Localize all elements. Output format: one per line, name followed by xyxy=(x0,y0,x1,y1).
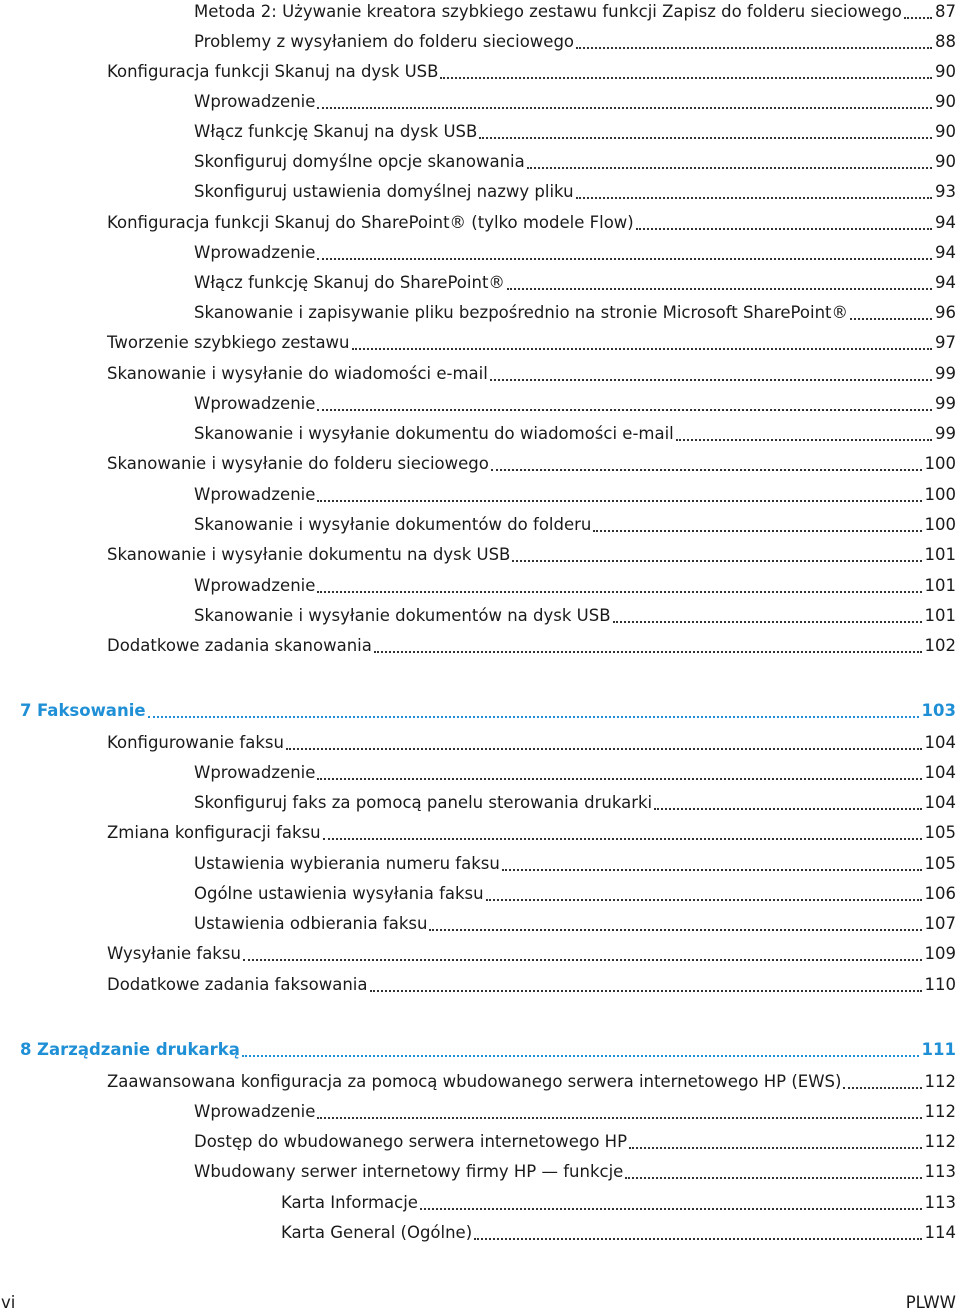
toc-entry-title: Wprowadzenie xyxy=(194,763,316,782)
toc-entry-title: Karta Informacje xyxy=(281,1193,418,1212)
toc-page-number: 107 xyxy=(924,914,956,933)
toc-chapter[interactable] xyxy=(20,699,956,723)
toc-page-number: 104 xyxy=(924,733,956,752)
toc-entry[interactable] xyxy=(281,1191,956,1215)
toc-entry-title: Dostęp do wbudowanego serwera internetowego HP xyxy=(194,1132,628,1151)
toc-entry[interactable] xyxy=(107,331,956,355)
toc-entry-title: Konfiguracja funkcji Skanuj na dysk USB xyxy=(107,62,439,81)
toc-dot-leader xyxy=(576,197,932,199)
toc-entry[interactable] xyxy=(194,574,956,598)
toc-page-number: 111 xyxy=(921,1040,956,1059)
toc-entry[interactable] xyxy=(194,120,956,144)
toc-page-number: 104 xyxy=(924,793,956,812)
toc-page-number: 90 xyxy=(935,122,956,141)
toc-page-number: 112 xyxy=(924,1102,956,1121)
toc-entry[interactable] xyxy=(194,271,956,295)
toc-entry[interactable] xyxy=(194,483,956,507)
toc-entry[interactable] xyxy=(194,791,956,815)
toc-dot-leader xyxy=(474,1238,921,1240)
toc-page-number: 113 xyxy=(924,1193,956,1212)
toc-chapter-title: Zarządzanie drukarką xyxy=(37,1040,240,1059)
toc-dot-leader xyxy=(440,77,932,79)
toc-dot-leader xyxy=(370,990,922,992)
toc-dot-leader xyxy=(243,959,922,961)
toc-page-number: 90 xyxy=(935,92,956,111)
footer-locale: PLWW xyxy=(905,1293,956,1312)
toc-entry[interactable] xyxy=(194,1100,956,1124)
toc-dot-leader xyxy=(629,1147,921,1149)
toc-entry-title: Skanowanie i wysyłanie dokumentów na dysk USB xyxy=(194,606,611,625)
toc-dot-leader xyxy=(507,288,932,290)
toc-page-number: 109 xyxy=(924,944,956,963)
toc-entry-title: Problemy z wysyłaniem do folderu sieciowego xyxy=(194,32,575,51)
toc-entry[interactable] xyxy=(107,362,956,386)
toc-entry-title: Wprowadzenie xyxy=(194,576,316,595)
toc-entry-title: Wprowadzenie xyxy=(194,394,316,413)
toc-page-number: 112 xyxy=(924,1072,956,1091)
toc-entry-title: Ustawienia odbierania faksu xyxy=(194,914,428,933)
toc-entry-title: Wprowadzenie xyxy=(194,1102,316,1121)
toc-page-number: 103 xyxy=(921,701,956,720)
toc-page-number: 101 xyxy=(924,576,956,595)
toc-entry-title: Skonfiguruj domyślne opcje skanowania xyxy=(194,152,525,171)
toc-entry[interactable] xyxy=(107,1070,956,1094)
toc-entry[interactable] xyxy=(194,301,956,325)
toc-dot-leader xyxy=(479,137,932,139)
toc-entry[interactable] xyxy=(107,543,956,567)
toc-entry[interactable] xyxy=(194,912,956,936)
toc-dot-leader xyxy=(323,838,922,840)
toc-dot-leader xyxy=(850,318,932,320)
toc-dot-leader xyxy=(242,1055,919,1057)
toc-chapter-title: Faksowanie xyxy=(37,701,146,720)
toc-page-number: 105 xyxy=(924,823,956,842)
toc-dot-leader xyxy=(490,379,932,381)
toc-dot-leader xyxy=(491,469,922,471)
toc-page-number: 90 xyxy=(935,152,956,171)
toc-entry-title: Dodatkowe zadania skanowania xyxy=(107,636,372,655)
toc-page-number: 94 xyxy=(935,243,956,262)
toc-entry-title: Skanowanie i zapisywanie pliku bezpośrednio na stronie Microsoft SharePoint® xyxy=(194,303,849,322)
toc-entry[interactable] xyxy=(194,1130,956,1154)
toc-entry-title: Skanowanie i wysyłanie dokumentu na dysk USB xyxy=(107,545,511,564)
toc-entry[interactable] xyxy=(107,211,956,235)
toc-entry[interactable] xyxy=(194,513,956,537)
toc-page-number: 112 xyxy=(924,1132,956,1151)
toc-dot-leader xyxy=(593,530,921,532)
toc-dot-leader xyxy=(317,107,932,109)
toc-entry-title: Konfigurowanie faksu xyxy=(107,733,284,752)
toc-entry[interactable] xyxy=(194,241,956,265)
toc-entry[interactable] xyxy=(194,1160,956,1184)
toc-dot-leader xyxy=(512,560,921,562)
toc-entry-title: Tworzenie szybkiego zestawu xyxy=(107,333,350,352)
toc-entry[interactable] xyxy=(281,1221,956,1245)
toc-dot-leader xyxy=(286,748,922,750)
toc-page-number: 87 xyxy=(935,2,956,21)
toc-page-number: 88 xyxy=(935,32,956,51)
toc-page-number: 113 xyxy=(924,1162,956,1181)
toc-page-number: 90 xyxy=(935,62,956,81)
footer-page-number: vi xyxy=(1,1293,16,1312)
toc-dot-leader xyxy=(576,47,932,49)
toc-entry-title: Skanowanie i wysyłanie do folderu sieciowego xyxy=(107,454,489,473)
toc-entry-title: Wbudowany serwer internetowy firmy HP — funkcje xyxy=(194,1162,624,1181)
toc-entry-title: Karta General (Ogólne) xyxy=(281,1223,473,1242)
toc-page-number: 100 xyxy=(924,454,956,473)
toc-entry[interactable] xyxy=(107,634,956,658)
toc-page-number: 94 xyxy=(935,213,956,232)
toc-entry-title: Metoda 2: Używanie kreatora szybkiego zestawu funkcji Zapisz do folderu sieciowego xyxy=(194,2,902,21)
toc-entry-title: Zaawansowana konfiguracja za pomocą wbudowanego serwera internetowego HP (EWS) xyxy=(107,1072,842,1091)
toc-entry-title: Włącz funkcję Skanuj na dysk USB xyxy=(194,122,478,141)
toc-dot-leader xyxy=(904,17,932,19)
toc-page-number: 104 xyxy=(924,763,956,782)
toc-dot-leader xyxy=(429,929,921,931)
toc-chapter-label xyxy=(20,699,146,723)
toc-entry-title: Ustawienia wybierania numeru faksu xyxy=(194,854,500,873)
toc-entry-title: Wprowadzenie xyxy=(194,243,316,262)
toc-entry-title: Konfiguracja funkcji Skanuj do SharePoint® (tylko modele Flow) xyxy=(107,213,634,232)
toc-entry[interactable] xyxy=(107,821,956,845)
toc-dot-leader xyxy=(636,228,932,230)
toc-dot-leader xyxy=(420,1208,922,1210)
toc-entry-title: Skanowanie i wysyłanie dokumentów do folderu xyxy=(194,515,592,534)
toc-page-number: 99 xyxy=(935,394,956,413)
toc-dot-leader xyxy=(317,1117,921,1119)
toc-page-number: 105 xyxy=(924,854,956,873)
toc-page-number: 110 xyxy=(924,975,956,994)
toc-entry-title: Zmiana konfiguracji faksu xyxy=(107,823,321,842)
toc-dot-leader xyxy=(352,348,932,350)
toc-entry[interactable] xyxy=(107,60,956,84)
toc-page-number: 106 xyxy=(924,884,956,903)
toc-entry[interactable] xyxy=(194,761,956,785)
toc-page-number: 101 xyxy=(924,606,956,625)
toc-page-number: 94 xyxy=(935,273,956,292)
toc-chapter-number: 8 xyxy=(20,1040,32,1059)
toc-dot-leader xyxy=(148,716,919,718)
toc-entry[interactable] xyxy=(107,731,956,755)
toc-entry-title: Wprowadzenie xyxy=(194,485,316,504)
toc-dot-leader xyxy=(374,651,922,653)
toc-dot-leader xyxy=(317,409,932,411)
toc-page-number: 93 xyxy=(935,182,956,201)
toc-page-number: 99 xyxy=(935,424,956,443)
toc-entry[interactable] xyxy=(107,452,956,476)
toc-entry[interactable] xyxy=(194,150,956,174)
toc-entry-title: Ogólne ustawienia wysyłania faksu xyxy=(194,884,484,903)
toc-chapter[interactable] xyxy=(20,1038,956,1062)
toc-entry-title: Skanowanie i wysyłanie do wiadomości e-mail xyxy=(107,364,488,383)
toc-entry-title: Wysyłanie faksu xyxy=(107,944,241,963)
toc-entry[interactable] xyxy=(107,942,956,966)
toc-entry[interactable] xyxy=(194,0,956,24)
toc-page-number: 101 xyxy=(924,545,956,564)
toc-entry[interactable] xyxy=(194,30,956,54)
toc-chapter-number: 7 xyxy=(20,701,32,720)
toc-page-number: 99 xyxy=(935,364,956,383)
toc-dot-leader xyxy=(613,621,922,623)
toc-dot-leader xyxy=(843,1087,921,1089)
toc-dot-leader xyxy=(317,500,921,502)
toc-page-number: 114 xyxy=(924,1223,956,1242)
toc-entry-title: Skonfiguruj ustawienia domyślnej nazwy pliku xyxy=(194,182,574,201)
toc-page-number: 96 xyxy=(935,303,956,322)
toc-entry-title: Dodatkowe zadania faksowania xyxy=(107,975,368,994)
toc-entry[interactable] xyxy=(194,392,956,416)
toc-dot-leader xyxy=(502,869,922,871)
toc-entry-title: Wprowadzenie xyxy=(194,92,316,111)
toc-dot-leader xyxy=(676,439,932,441)
toc-dot-leader xyxy=(654,808,921,810)
toc-entry-title: Włącz funkcję Skanuj do SharePoint® xyxy=(194,273,505,292)
toc-dot-leader xyxy=(317,591,921,593)
toc-dot-leader xyxy=(317,778,921,780)
toc-page-number: 97 xyxy=(935,333,956,352)
toc-entry[interactable] xyxy=(194,90,956,114)
toc-entry[interactable] xyxy=(194,852,956,876)
toc-chapter-label xyxy=(20,1038,240,1062)
toc-dot-leader xyxy=(527,167,932,169)
toc-page-number: 102 xyxy=(924,636,956,655)
toc-dot-leader xyxy=(317,258,932,260)
toc-entry[interactable] xyxy=(194,882,956,906)
toc-entry-title: Skanowanie i wysyłanie dokumentu do wiadomości e-mail xyxy=(194,424,674,443)
toc-entry[interactable] xyxy=(194,180,956,204)
toc-dot-leader xyxy=(625,1177,921,1179)
toc-dot-leader xyxy=(486,899,922,901)
toc-page-number: 100 xyxy=(924,485,956,504)
toc-entry[interactable] xyxy=(107,973,956,997)
toc-entry[interactable] xyxy=(194,422,956,446)
toc-entry-title: Skonfiguruj faks za pomocą panelu sterowania drukarki xyxy=(194,793,653,812)
toc-page-number: 100 xyxy=(924,515,956,534)
toc-entry[interactable] xyxy=(194,604,956,628)
